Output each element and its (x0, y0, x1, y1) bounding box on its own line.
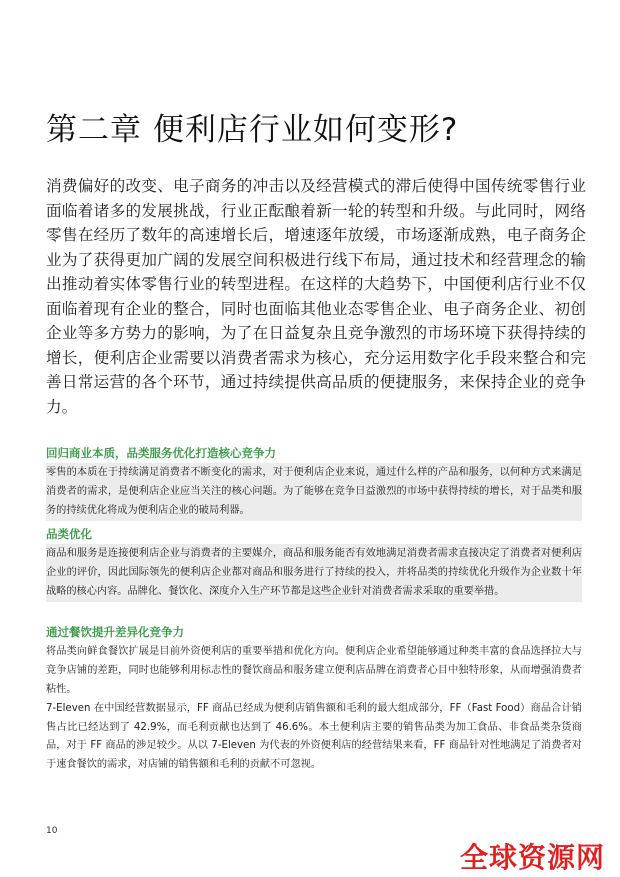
section-category-optimization (46, 526, 582, 602)
section-heading: 回归商业本质，品类服务优化打造核心竞争力 (46, 446, 276, 460)
section-body: 零售的本质在于持续满足消费者不断变化的需求，对于便利店企业来说，通过什么样的产品和服务，以何种方式来满足消费者的需求，是便利店企业应当关注的核心问题。为了能够在竞争日益激烈的市场中获得持续的增长，对于品类和服务的持续优化将成为便利店企业的破局利器。 (46, 463, 582, 521)
intro-paragraph: 消费偏好的改变、电子商务的冲击以及经营模式的滞后使得中国传统零售行业面临着诸多的发展挑战，行业正酝酿着新一轮的转型和升级。与此同时，网络零售在经历了数年的高速增长后，增速逐年放缓，市场逐渐成熟，电子商务企业为了获得更加广阔的发展空间积极进行线下布局，通过技术和经营理念的输出推动着实体零售行业的转型进程。在这样的大趋势下，中国便利店行业不仅面临着现有企业的整合，同时也面临其他业态零售企业、电子商务企业、初创企业等多方势力的影响，为了在日益复杂且竞争激烈的市场环境下获得持续的增长，便利店企业需要以消费者需求为核心，充分运用数字化手段来整合和完善日常运营的各个环节，通过持续提供高品质的便捷服务，来保持企业的竞争力。 (46, 177, 586, 416)
section-body: 商品和服务是连接便利店企业与消费者的主要媒介，商品和服务能否有效地满足消费者需求直接决定了消费者对便利店企业的评价，因此国际领先的便利店企业都对商品和服务进行了持续的投入，并将品类的持续优化升级作为企业数十年战略的核心内容。品牌化、餐饮化、深度介入生产环节都是这些企业针对消费者需求采取的重要举措。 (46, 544, 582, 602)
section-7eleven-data (46, 700, 582, 774)
section-body: 7-Eleven 在中国经营数据显示，FF 商品已经成为便利店销售额和毛利的最大组成部分，FF（Fast Food）商品合计销售占比已经达到了 42.9%，而毛利贡献也达到了 46.6%。本土便利店主要的销售品类为加工食品、非食品类杂货商品，对于 FF 商品的涉足较少。从以 7-Eleven 为代表的外资便利店的经营结果来看，FF 商品针对性地满足了消费者对于速食餐饮的需求，对店铺的销售额和毛利的贡献不可忽视。 (46, 703, 582, 770)
section-heading: 品类优化 (46, 527, 92, 541)
section-body: 将品类向鲜食餐饮扩展是目前外资便利店的重要举措和优化方向。便利店企业希望能够通过种类丰富的食品选择拉大与竞争店铺的差距，同时也能够利用标志性的餐饮商品和服务建立便利店品牌在消费者心目中独特形象，从而增强消费者粘性。 (46, 646, 582, 696)
chapter-title: 第二章 便利店行业如何变形? (46, 112, 459, 148)
section-heading: 通过餐饮提升差异化竞争力 (46, 625, 184, 639)
page-number: 10 (46, 826, 58, 836)
watermark-logo: 全球资源网 (460, 841, 606, 874)
section-core-competitiveness (46, 445, 582, 521)
section-food-service (46, 624, 582, 700)
